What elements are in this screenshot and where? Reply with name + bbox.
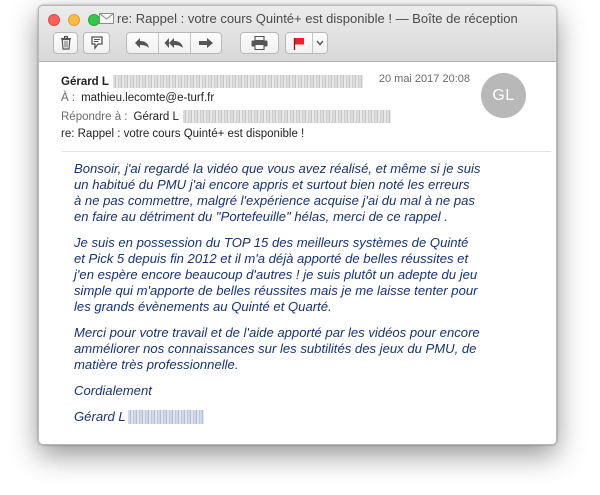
signature-line <box>74 409 519 425</box>
message-body <box>74 161 519 435</box>
reply-to-label: Répondre à : <box>61 110 128 123</box>
body-paragraph-1: Bonsoir, j'ai regardé la vidéo que vous avez réalisé, et même si je suis un habitué du PMU j'ai encore appris et surtout bien noté les erreurs à ne pas commettre, malgré l'expérience acquise j'ai du mal à ne pas en faire au détriment du "Portefeuille" hélas, merci de ce rappel . <box>74 161 481 224</box>
subject-text: re: Rappel : votre cours Quinté+ est disponible ! <box>61 128 305 140</box>
traffic-lights <box>48 14 100 26</box>
print-icon <box>251 36 268 50</box>
forward-button[interactable] <box>190 33 221 53</box>
to-label: À : <box>61 92 76 104</box>
flag-icon <box>293 37 305 50</box>
close-window-button[interactable] <box>48 14 60 26</box>
reply-to-name[interactable]: Gérard L <box>133 110 179 123</box>
trash-icon <box>60 36 72 50</box>
flag-button[interactable] <box>286 33 312 53</box>
reply-all-button[interactable] <box>158 33 190 53</box>
window-title: re: Rappel : votre cours Quinté+ est disponible ! — Boîte de réception <box>117 11 518 26</box>
mail-window <box>38 5 557 445</box>
body-paragraph-2: Je suis en possession du TOP 15 des meilleurs systèmes de Quinté et Pick 5 depuis fin 2012 et il m'a déjà apporté de belles réussites et j'en espère encore beaucoup d'autres ! je suis plutôt un adepte du jeu simple qui m'apporte de belles réussites mais je me laisse tenter pour les grands évènements au Quinté et Quarté. <box>74 235 478 314</box>
flag-button-group <box>285 32 328 54</box>
reply-to-line <box>61 110 391 123</box>
header-divider <box>61 151 551 152</box>
envelope-icon <box>99 13 114 24</box>
print-button[interactable] <box>240 32 279 54</box>
reply-button-group <box>126 32 222 54</box>
delete-button[interactable] <box>53 32 78 54</box>
subject-line <box>61 128 304 140</box>
sender-name: Gérard L <box>61 75 109 88</box>
junk-button[interactable] <box>83 32 110 54</box>
minimize-window-button[interactable] <box>68 14 80 26</box>
to-line <box>61 92 214 104</box>
reply-all-icon <box>164 37 184 49</box>
signature-name: Gérard L <box>74 409 126 424</box>
reply-button[interactable] <box>127 33 158 53</box>
redacted-email <box>113 75 363 88</box>
chevron-down-icon <box>316 40 324 46</box>
message-date: 20 mai 2017 20:08 <box>378 73 470 85</box>
window-titlebar <box>39 6 556 62</box>
redacted-signature <box>128 410 204 424</box>
from-line <box>61 75 363 88</box>
toolbar <box>39 32 556 54</box>
avatar-initials: GL <box>492 86 515 104</box>
closing-text: Cordialement <box>74 383 152 398</box>
flag-menu-button[interactable] <box>312 33 327 53</box>
forward-icon <box>198 37 214 49</box>
reply-icon <box>134 37 150 49</box>
body-paragraph-3: Merci pour votre travail et de l'aide apporté par les vidéos pour encore amméliorer nos connaissances sur les subtilités des jeux du PMU, de matière très professionnelle. <box>74 325 480 372</box>
redacted-reply-address <box>183 110 391 123</box>
message-header <box>39 62 556 150</box>
avatar <box>481 73 526 118</box>
to-address[interactable]: mathieu.lecomte@e-turf.fr <box>81 92 215 104</box>
junk-icon <box>90 36 104 50</box>
